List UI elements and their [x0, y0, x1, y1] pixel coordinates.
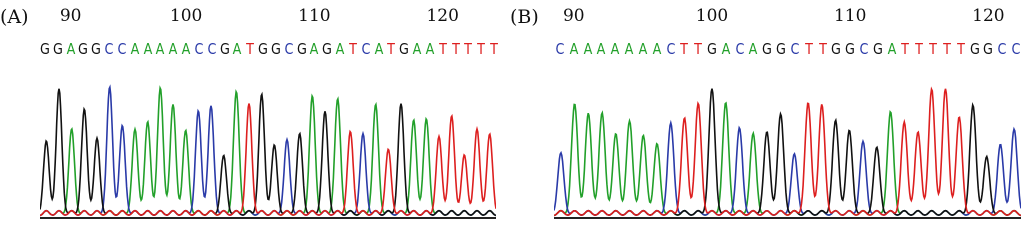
base-call: A [168, 40, 178, 58]
base-call: T [901, 40, 910, 58]
base-call: A [749, 40, 758, 58]
base-call: A [425, 40, 435, 58]
position-tick: 120 [972, 6, 1005, 26]
base-call: G [52, 40, 63, 58]
base-call: C [117, 40, 127, 58]
base-call: A [597, 40, 606, 58]
base-call: T [477, 40, 486, 58]
base-call: A [610, 40, 620, 58]
base-call: A [143, 40, 152, 58]
base-call: C [104, 40, 114, 58]
base-call: T [451, 40, 460, 58]
base-call: G [762, 40, 773, 58]
base-call: A [583, 40, 592, 58]
base-call: T [943, 40, 951, 58]
base-call: G [219, 40, 230, 58]
base-call: A [569, 40, 579, 58]
base-call: G [831, 40, 842, 58]
base-call: C [1011, 40, 1021, 58]
base-call: A [374, 40, 383, 58]
position-tick: 90 [59, 6, 82, 26]
base-call: G [872, 40, 883, 58]
base-call: G [845, 40, 856, 58]
base-call: C [666, 40, 675, 58]
base-call: T [694, 40, 703, 58]
trace-A [554, 103, 1021, 215]
base-call: A [130, 40, 140, 58]
position-tick: 100 [695, 6, 729, 26]
base-call-sequence [0, 40, 500, 62]
trace-svg [554, 70, 1021, 220]
base-call: G [270, 40, 281, 58]
base-call: C [361, 40, 371, 58]
base-call: G [707, 40, 717, 58]
base-call: A [638, 40, 648, 58]
base-call: A [412, 40, 422, 58]
position-tick: 120 [426, 6, 459, 26]
base-call: A [652, 40, 662, 58]
base-call: C [735, 40, 745, 58]
trace-svg [40, 70, 496, 220]
base-call: T [246, 40, 255, 58]
base-call: A [233, 40, 242, 58]
base-call: T [929, 40, 937, 58]
position-tick: 110 [298, 6, 331, 26]
position-tick: 110 [833, 6, 867, 26]
base-call: A [887, 40, 896, 58]
base-call: C [859, 40, 869, 58]
base-call: C [194, 40, 204, 58]
base-call: A [66, 40, 76, 58]
base-call: A [721, 40, 731, 58]
base-call: G [40, 40, 50, 58]
base-call: T [680, 40, 689, 58]
base-call: T [956, 40, 965, 58]
base-call: T [915, 40, 924, 58]
base-call: T [464, 40, 473, 58]
base-call: C [284, 40, 294, 58]
base-call-sequence [510, 40, 1023, 62]
base-call: C [997, 40, 1007, 58]
base-call: T [348, 40, 357, 58]
trace-plot [554, 70, 1021, 220]
base-call: G [776, 40, 787, 58]
base-call: T [490, 40, 498, 58]
base-call: A [335, 40, 345, 58]
chromatogram-panel-b [510, 0, 1023, 227]
base-call: G [322, 40, 333, 58]
base-call: A [310, 40, 319, 58]
base-call: A [181, 40, 191, 58]
position-tick: 100 [169, 6, 203, 26]
base-call: G [983, 40, 994, 58]
panel-label: (A) [0, 6, 29, 28]
base-call: T [438, 40, 447, 58]
base-call: G [258, 40, 269, 58]
position-tick: 90 [562, 6, 585, 26]
chromatogram-panel-a [0, 0, 500, 227]
panel-label: (B) [510, 6, 539, 28]
base-call: A [156, 40, 165, 58]
base-call: G [78, 40, 89, 58]
base-call: G [296, 40, 307, 58]
base-call: G [91, 40, 102, 58]
base-call: T [387, 40, 396, 58]
base-call: T [818, 40, 827, 58]
base-call: G [399, 40, 410, 58]
base-call: C [207, 40, 217, 58]
base-call: T [804, 40, 813, 58]
base-call: C [790, 40, 800, 58]
base-call: G [969, 40, 980, 58]
base-call: C [555, 40, 565, 58]
base-call: A [624, 40, 634, 58]
trace-plot [40, 70, 496, 220]
